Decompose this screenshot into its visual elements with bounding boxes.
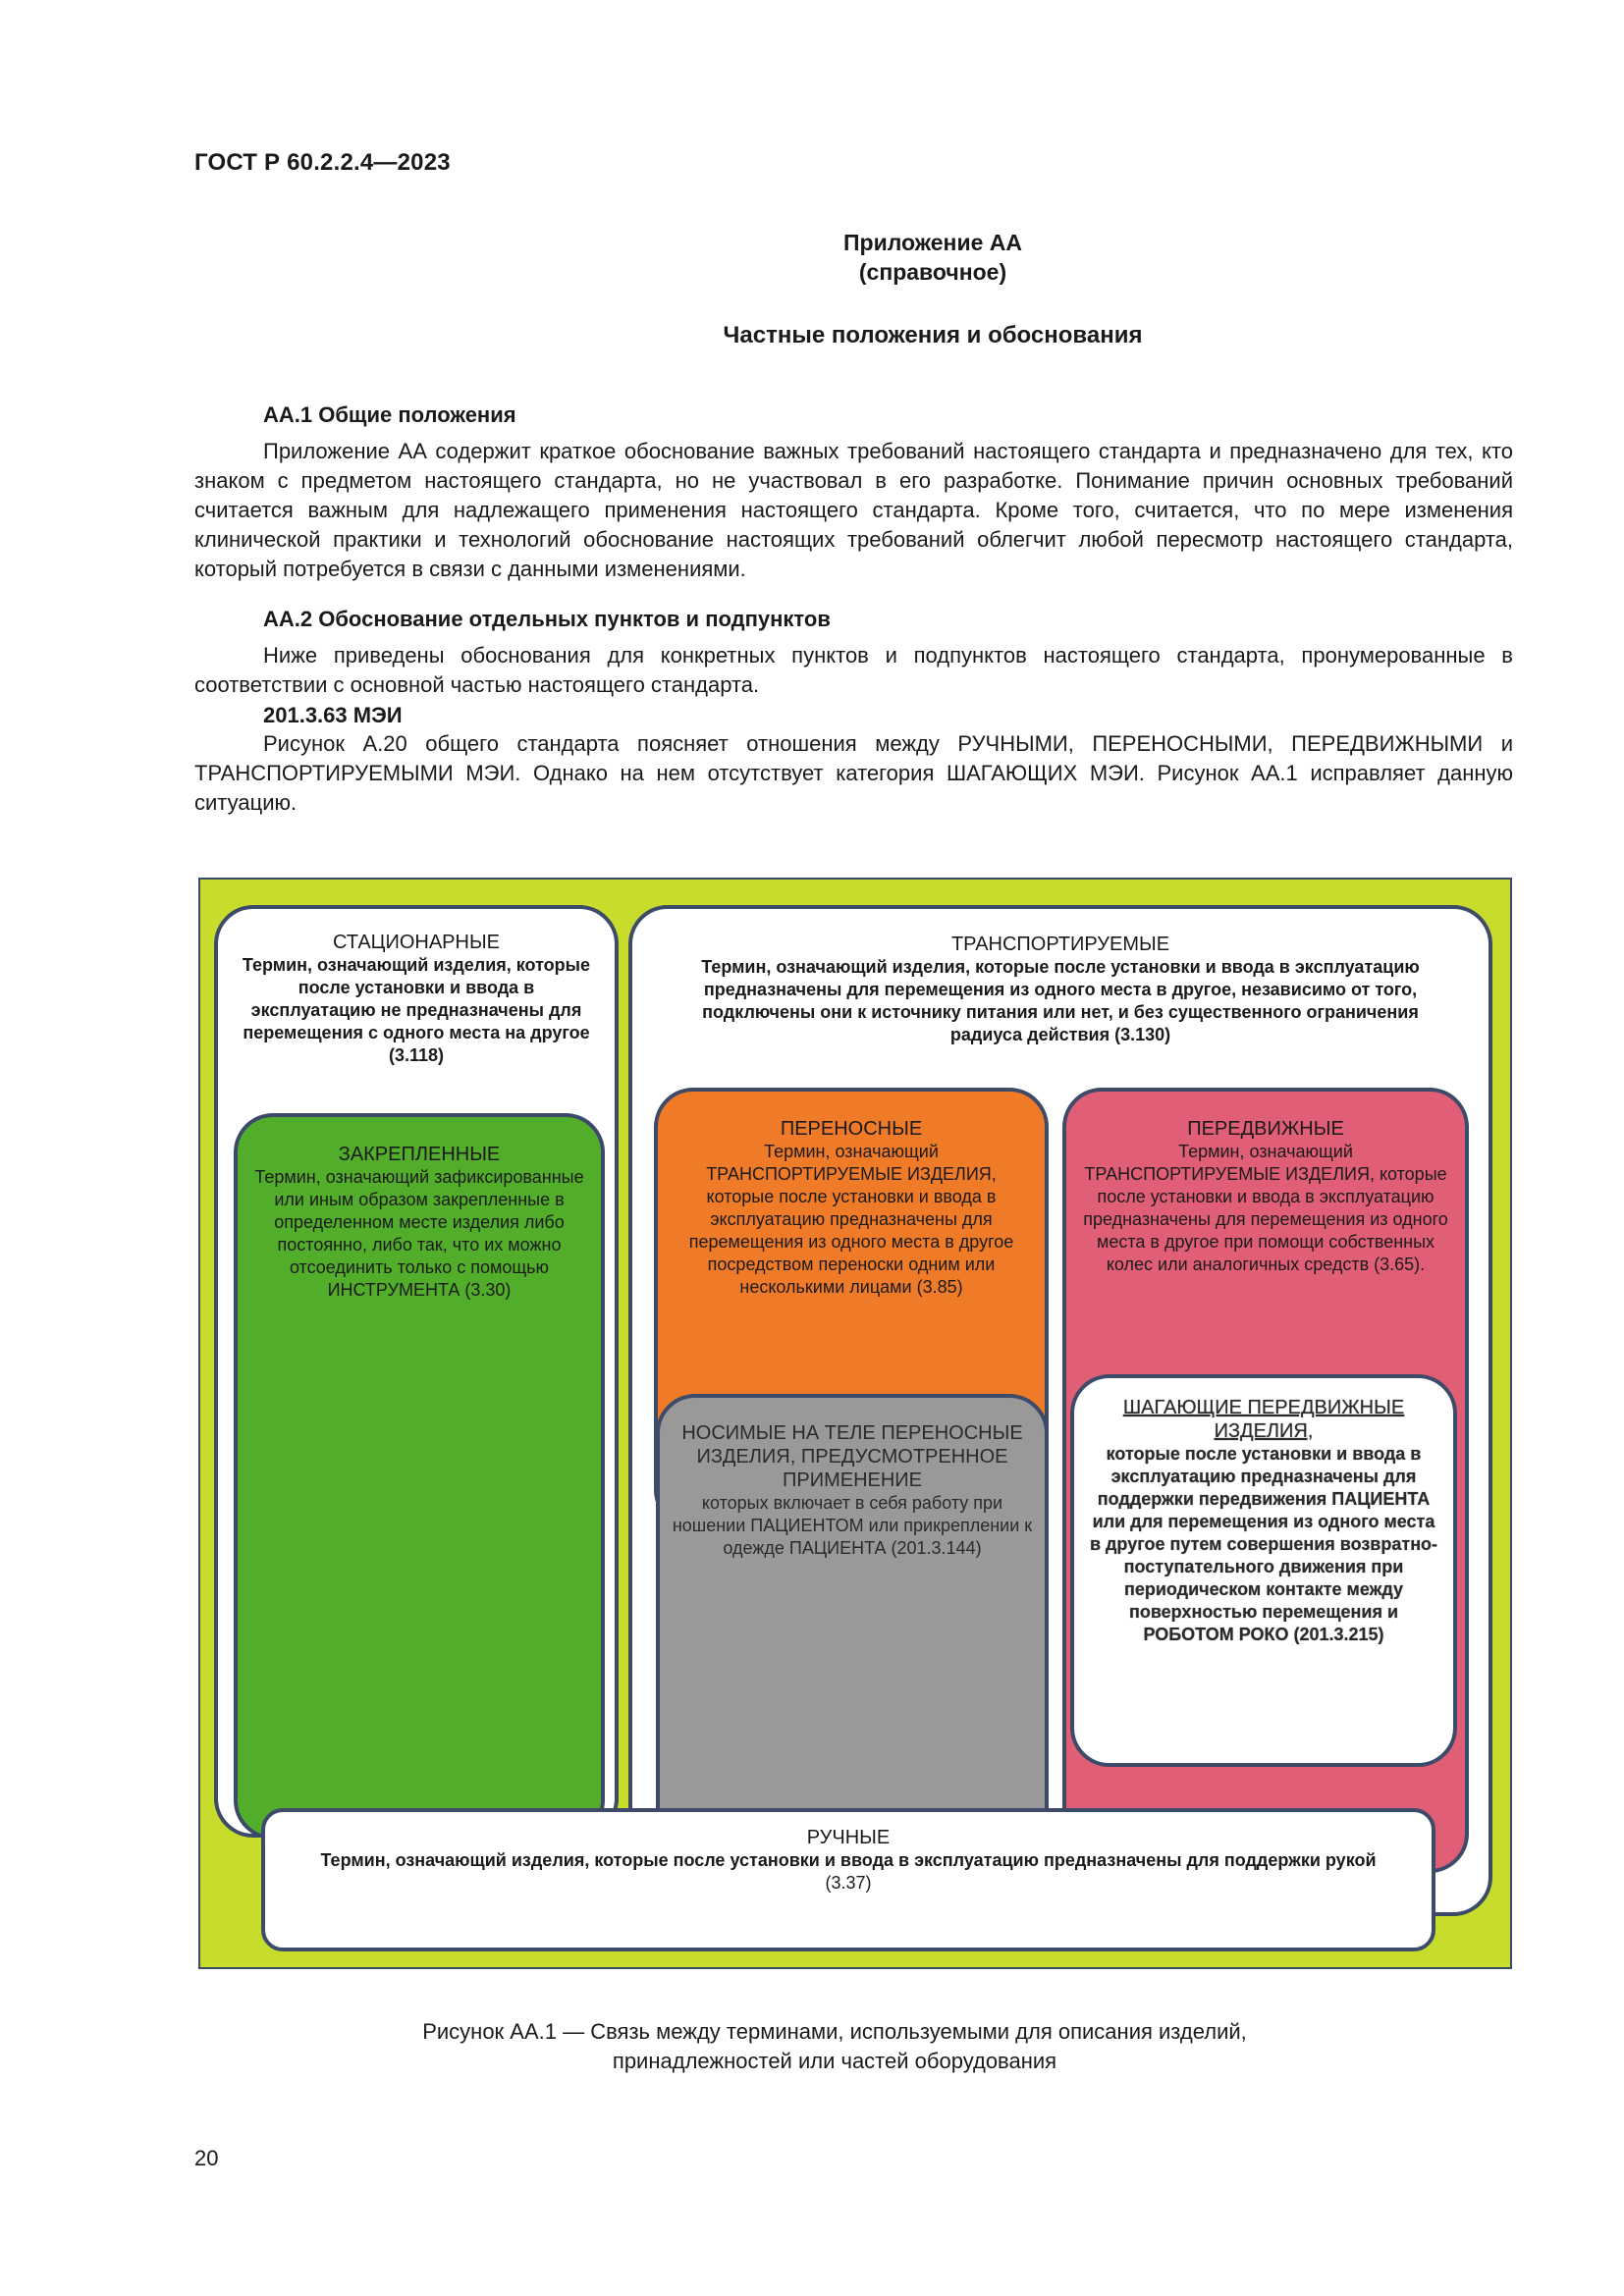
mobile-text: Термин, означающий ТРАНСПОРТИРУЕМЫЕ ИЗДЕЛИЯ, которые после установки и ввода в эксплуатацию предназначены для перемещения из одного места в другое при помощи собственных колес или аналогичных средств (3.65). (1083, 1142, 1448, 1274)
body-worn-title: НОСИМЫЕ НА ТЕЛЕ ПЕРЕНОСНЫЕ ИЗДЕЛИЯ, ПРЕДУСМОТРЕННОЕ ПРИМЕНЕНИЕ (681, 1422, 1023, 1491)
section-1-text: Приложение АА содержит краткое обоснование важных требований настоящего стандарта и предназначено для тех, кто знаком с предметом настоящего стандарта, но не участвовал в его разработке. Понимание причин основных требований считается важным для надлежащего применения настоящего стандарта. Кроме того, считается, что по мере изменения клинической практики и технологий обоснование настоящих требований облегчит любой пересмотр настоящего стандарта, который потребуется в связи с данными изменениями. (194, 439, 1513, 581)
section-1-title: АА.1 Общие положения (263, 402, 516, 427)
walking-title: ШАГАЮЩИЕ ПЕРЕДВИЖНЫЕ ИЗДЕЛИЯ, (1122, 1397, 1405, 1442)
walking-text: которые после установки и ввода в эксплуатацию предназначены для поддержки передвижения ПАЦИЕНТА или для перемещения из одного места в другое путем совершения возвратно-поступательного движения при периодическом контакте между поверхностью перемещения и РОБОТОМ РОКО (201.3.215) (1089, 1444, 1438, 1644)
box-body-worn (656, 1394, 1049, 1855)
box-walking (1070, 1374, 1457, 1767)
appendix-subtitle: (справочное) (858, 259, 1007, 285)
transportable-text: Термин, означающий изделия, которые после установки и ввода в эксплуатацию предназначены для перемещения из одного места в другое, независимо от того, подключены они к источнику питания или нет, и без существенного ограничения радиуса действия (3.130) (701, 957, 1420, 1044)
caption-line-1: Рисунок АА.1 — Связь между терминами, используемыми для описания изделий, (422, 2019, 1247, 2044)
mobile-title: ПЕРЕДВИЖНЫЕ (1187, 1118, 1344, 1140)
stationary-text: Термин, означающий изделия, которые после установки и ввода в эксплуатацию не предназначены для перемещения с одного места на другое (3.118) (242, 955, 591, 1065)
section-2-title: АА.2 Обоснование отдельных пунктов и подпунктов (263, 607, 831, 631)
document-code: ГОСТ Р 60.2.2.4—2023 (194, 149, 451, 176)
portable-text: Термин, означающий ТРАНСПОРТИРУЕМЫЕ ИЗДЕЛИЯ, которые после установки и ввода в эксплуатацию предназначены для перемещения из одного места в другое посредством переноски одним или несколькими лицами (3.85) (688, 1142, 1014, 1297)
fixed-title: ЗАКРЕПЛЕННЫЕ (338, 1144, 501, 1165)
appendix-heading: Частные положения и обоснования (723, 322, 1143, 348)
box-fixed (234, 1113, 605, 1840)
page-number: 20 (194, 2146, 219, 2170)
hand-ref: (3.37) (825, 1873, 872, 1893)
appendix-title: Приложение АА (842, 230, 1022, 255)
section-2-text: Ниже приведены обоснования для конкретных пунктов и подпунктов настоящего стандарта, пронумерованные в соответствии с основной частью настоящего стандарта. (194, 643, 1513, 697)
portable-title: ПЕРЕНОСНЫЕ (780, 1118, 923, 1140)
hand-text: Термин, означающий изделия, которые после установки и ввода в эксплуатацию предназначены для поддержки рукой (320, 1850, 1377, 1870)
fixed-text: Термин, означающий зафиксированные или иным образом закрепленные в определенном месте изделия либо постоянно, либо так, что их можно отсоединить только с помощью ИНСТРУМЕНТА (3.30) (254, 1167, 584, 1300)
hand-title: РУЧНЫЕ (806, 1827, 891, 1848)
figure-caption (295, 2017, 1375, 2076)
caption-line-2: принадлежностей или частей оборудования (612, 2049, 1057, 2073)
body-worn-text: которых включает в себя работу при ношении ПАЦИЕНТОМ или прикреплении к одежде ПАЦИЕНТА (201.3.144) (672, 1493, 1033, 1558)
clause-text: Рисунок А.20 общего стандарта поясняет отношения между РУЧНЫМИ, ПЕРЕНОСНЫМИ, ПЕРЕДВИЖНЫМИ и ТРАНСПОРТИРУЕМЫМИ МЭИ. Однако на нем отсутствует категория ШАГАЮЩИХ МЭИ. Рисунок АА.1 исправляет данную ситуацию. (194, 731, 1513, 815)
stationary-title: СТАЦИОНАРНЫЕ (332, 932, 500, 953)
clause-title: 201.3.63 МЭИ (263, 703, 403, 727)
box-hand-held (261, 1808, 1435, 1951)
transportable-title: ТРАНСПОРТИРУЕМЫЕ (950, 934, 1170, 955)
